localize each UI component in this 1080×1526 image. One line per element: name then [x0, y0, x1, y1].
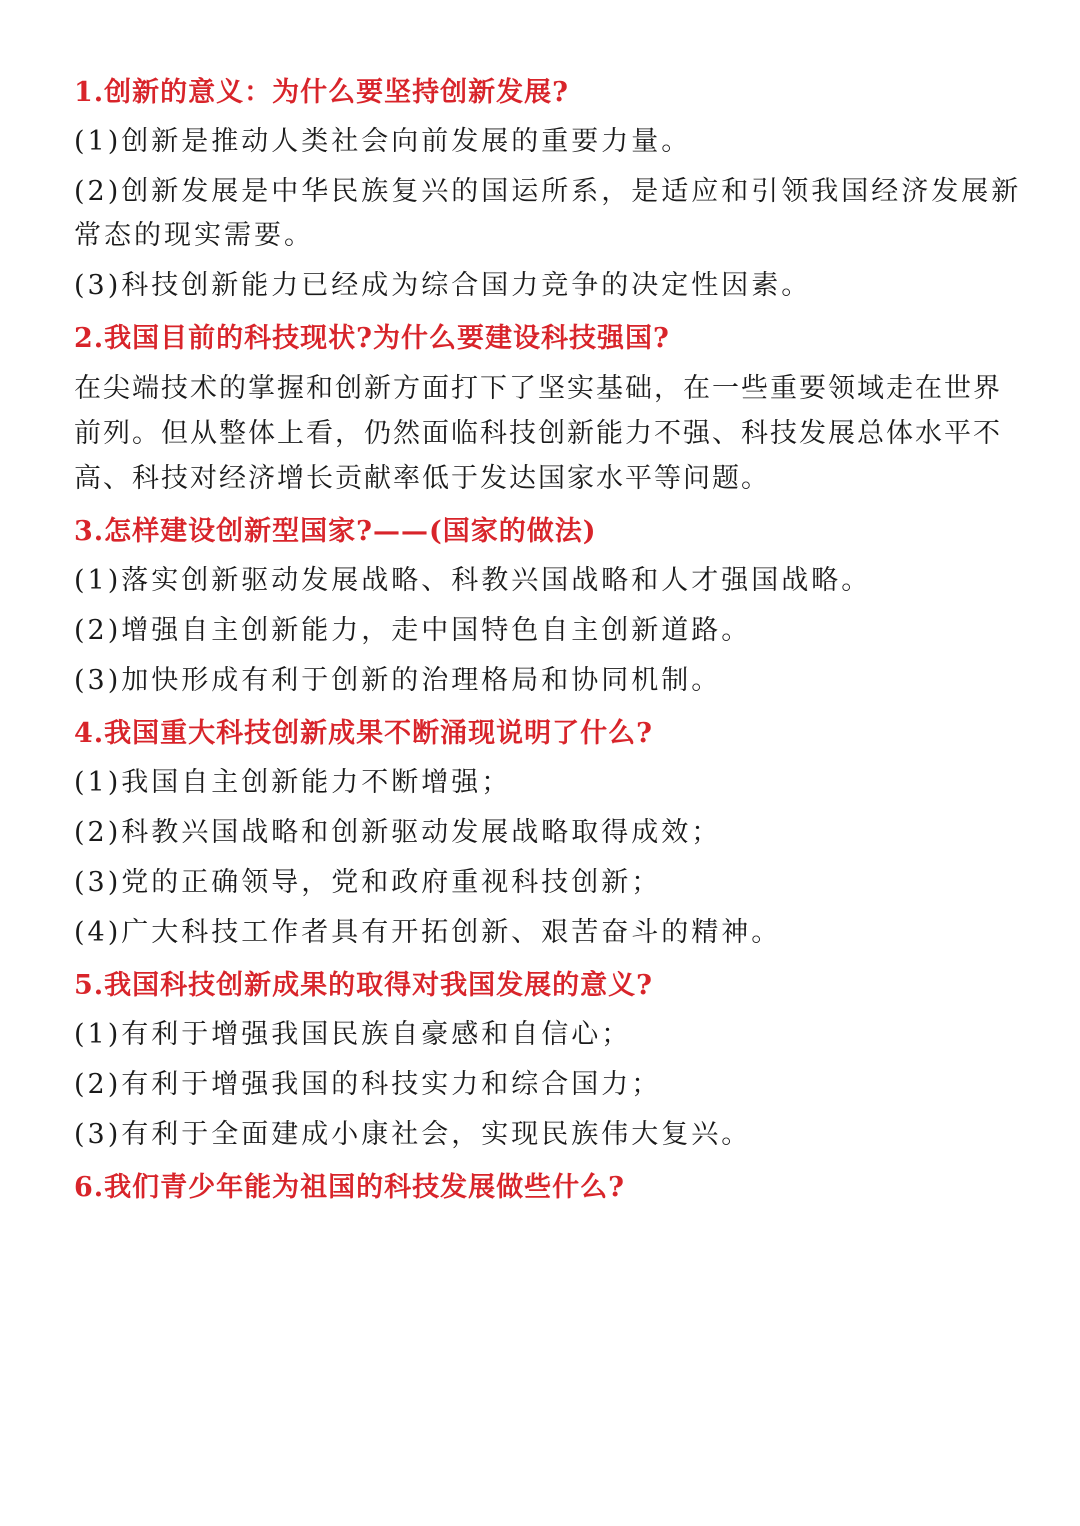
answer-line: (1)有利于增强我国民族自豪感和自信心；: [74, 1019, 632, 1050]
answer-line: (1)我国自主创新能力不断增强；: [74, 767, 512, 798]
answer-line: (3)党的正确领导，党和政府重视科技创新；: [74, 867, 662, 898]
question-heading: 2.我国目前的科技现状?为什么要建设科技强国?: [74, 323, 670, 354]
answer-line: (3)有利于全面建成小康社会，实现民族伟大复兴。: [74, 1119, 752, 1150]
answer-line: (2)增强自主创新能力，走中国特色自主创新道路。: [74, 615, 752, 646]
answer-line: (2)科教兴国战略和创新驱动发展战略取得成效；: [74, 817, 722, 848]
answer-line: (4)广大科技工作者具有开拓创新、艰苦奋斗的精神。: [74, 917, 782, 948]
answer-line: (3)科技创新能力已经成为综合国力竞争的决定性因素。: [74, 270, 812, 301]
answer-line: (1)落实创新驱动发展战略、科教兴国战略和人才强国战略。: [74, 565, 872, 596]
answer-line: (1)创新是推动人类社会向前发展的重要力量。: [74, 126, 692, 157]
question-heading: 6.我们青少年能为祖国的科技发展做些什么?: [74, 1172, 626, 1203]
answer-line: (2)有利于增强我国的科技实力和综合国力；: [74, 1069, 662, 1100]
question-heading: 5.我国科技创新成果的取得对我国发展的意义?: [74, 970, 654, 1001]
answer-line: (3)加快形成有利于创新的治理格局和协同机制。: [74, 665, 722, 696]
document-page: [74, 68, 1024, 1215]
question-heading: 4.我国重大科技创新成果不断涌现说明了什么?: [74, 718, 654, 749]
answer-line: (2)创新发展是中华民族复兴的国运所系，是适应和引领我国经济发展新常态的现实需要。: [74, 176, 1022, 251]
question-heading: 3.怎样建设创新型国家?——(国家的做法): [74, 516, 597, 547]
question-heading: 1.创新的意义：为什么要坚持创新发展?: [74, 77, 570, 108]
answer-paragraph: 在尖端技术的掌握和创新方面打下了坚实基础，在一些重要领域走在世界前列。但从整体上看，仍然面临科技创新能力不强、科技发展总体水平不高、科技对经济增长贡献率低于发达国家水平等问题。: [74, 373, 1002, 494]
